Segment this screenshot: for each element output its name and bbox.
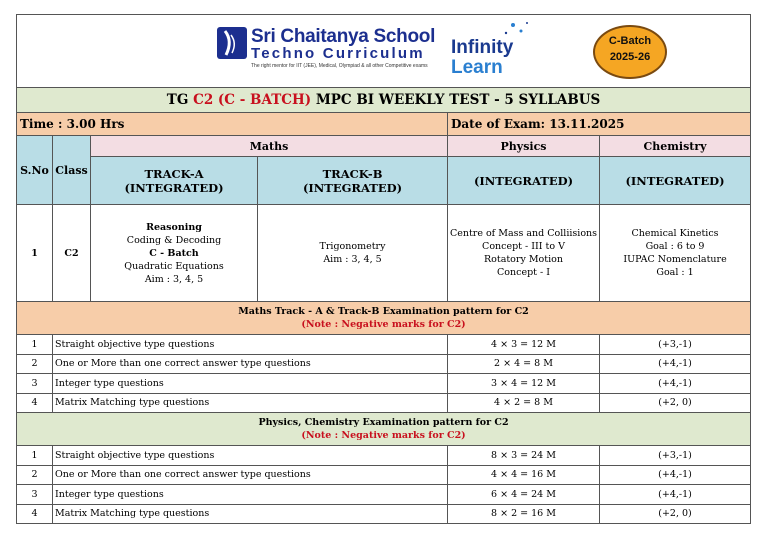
syllabus-table (16, 14, 751, 524)
track-a-sub: (INTEGRATED) (124, 180, 224, 195)
maths-pattern-note: (Note : Negative marks for C2) (301, 319, 466, 330)
topic-line: IUPAC Nomenclature (623, 254, 727, 265)
track-a-topics (91, 205, 258, 302)
batch-badge (593, 25, 667, 79)
q-sno: 3 (17, 374, 53, 394)
topic-line: Quadratic Equations (124, 260, 224, 272)
topic-line: Chemical Kinetics (631, 228, 719, 239)
q-scheme: (+3,-1) (600, 335, 751, 355)
q-type: Straight objective type questions (53, 335, 448, 355)
col-chemistry-sub: (INTEGRATED) (600, 157, 751, 205)
exam-date: Date of Exam: 13.11.2025 (448, 113, 751, 136)
topic-line: Aim : 3, 4, 5 (323, 254, 382, 265)
col-sno: S.No (17, 136, 53, 205)
topic-line: Goal : 1 (656, 267, 694, 278)
q-sno: 4 (17, 393, 53, 413)
title-prefix: TG (166, 92, 194, 108)
table-row (17, 335, 751, 355)
row-class: C2 (53, 205, 91, 302)
topic-line: Trigonometry (319, 241, 386, 252)
track-b-sub: (INTEGRATED) (302, 180, 403, 195)
col-track-a (91, 157, 258, 205)
test-title (17, 88, 751, 113)
q-sno: 4 (17, 504, 53, 524)
table-row (17, 354, 751, 374)
topic-line: Rotatory Motion (484, 254, 563, 265)
topic-line: Coding & Decoding (126, 234, 222, 246)
col-chemistry: Chemistry (600, 136, 751, 157)
topic-line: Concept - I (497, 267, 550, 278)
partner-name-line2: Learn (451, 57, 503, 78)
q-sno: 1 (17, 335, 53, 355)
topic-line: Reasoning (146, 221, 202, 233)
q-marks: 8 × 2 = 16 M (448, 504, 600, 524)
school-name: Sri Chaitanya School (251, 26, 436, 47)
maths-pattern-title: Maths Track - A & Track-B Examination pattern for C2 (238, 306, 529, 317)
title-suffix: MPC BI WEEKLY TEST - 5 SYLLABUS (311, 92, 601, 108)
row-sno: 1 (17, 205, 53, 302)
q-scheme: (+3,-1) (600, 446, 751, 466)
topic-line: Concept - III to V (482, 241, 565, 252)
badge-batch: C-Batch (608, 35, 652, 47)
table-row (17, 465, 751, 485)
q-type: Integer type questions (53, 374, 448, 394)
q-type: Matrix Matching type questions (53, 504, 448, 524)
topic-line: C - Batch (149, 247, 199, 259)
q-marks: 4 × 3 = 12 M (448, 335, 600, 355)
maths-pattern-header (17, 302, 751, 335)
col-maths: Maths (91, 136, 448, 157)
school-tagline: The right mentor for IIT (JEE), Medical, Olympiad & all other Competitive exams (251, 63, 428, 69)
q-scheme: (+4,-1) (600, 465, 751, 485)
table-row (17, 504, 751, 524)
q-sno: 2 (17, 465, 53, 485)
table-row (17, 374, 751, 394)
infinity-learn-logo (451, 19, 541, 79)
badge-year: 2025-26 (609, 51, 651, 63)
q-sno: 1 (17, 446, 53, 466)
track-b-label: TRACK-B (322, 166, 383, 181)
q-marks: 6 × 4 = 24 M (448, 485, 600, 505)
q-type: Integer type questions (53, 485, 448, 505)
pc-pattern-title: Physics, Chemistry Examination pattern for C2 (258, 417, 509, 428)
q-sno: 3 (17, 485, 53, 505)
q-type: Matrix Matching type questions (53, 393, 448, 413)
pc-pattern-header (17, 413, 751, 446)
q-marks: 2 × 4 = 8 M (448, 354, 600, 374)
table-row (17, 446, 751, 466)
topic-line: Goal : 6 to 9 (645, 241, 705, 252)
q-scheme: (+2, 0) (600, 393, 751, 413)
q-scheme: (+4,-1) (600, 485, 751, 505)
sparkle-icon (451, 19, 541, 39)
syllabus-row (17, 205, 751, 302)
track-b-topics (258, 205, 448, 302)
q-marks: 4 × 2 = 8 M (448, 393, 600, 413)
q-type: Straight objective type questions (53, 446, 448, 466)
exam-duration: Time : 3.00 Hrs (17, 113, 448, 136)
q-scheme: (+4,-1) (600, 374, 751, 394)
q-marks: 4 × 4 = 16 M (448, 465, 600, 485)
pc-pattern-note: (Note : Negative marks for C2) (301, 430, 466, 441)
col-physics-sub: (INTEGRATED) (448, 157, 600, 205)
q-marks: 3 × 4 = 12 M (448, 374, 600, 394)
table-row (17, 393, 751, 413)
physics-topics (448, 205, 600, 302)
school-subtitle: Techno Curriculum (251, 45, 425, 62)
track-a-label: TRACK-A (144, 166, 204, 181)
q-scheme: (+2, 0) (600, 504, 751, 524)
q-type: One or More than one correct answer type questions (53, 465, 448, 485)
col-class: Class (53, 136, 91, 205)
topic-line: Centre of Mass and Colliisions (449, 228, 598, 239)
table-row (17, 485, 751, 505)
q-type: One or More than one correct answer type questions (53, 354, 448, 374)
col-track-b (258, 157, 448, 205)
q-sno: 2 (17, 354, 53, 374)
col-physics: Physics (448, 136, 600, 157)
chemistry-topics (600, 205, 751, 302)
topic-line: Aim : 3, 4, 5 (144, 273, 204, 285)
q-marks: 8 × 3 = 24 M (448, 446, 600, 466)
logo-banner (17, 15, 751, 88)
partner-name-line1: Infinity (451, 37, 514, 58)
title-highlight: C2 (C - BATCH) (193, 92, 312, 108)
school-emblem-icon (217, 27, 247, 59)
school-logo (217, 27, 435, 70)
syllabus-sheet (16, 14, 750, 524)
q-scheme: (+4,-1) (600, 354, 751, 374)
